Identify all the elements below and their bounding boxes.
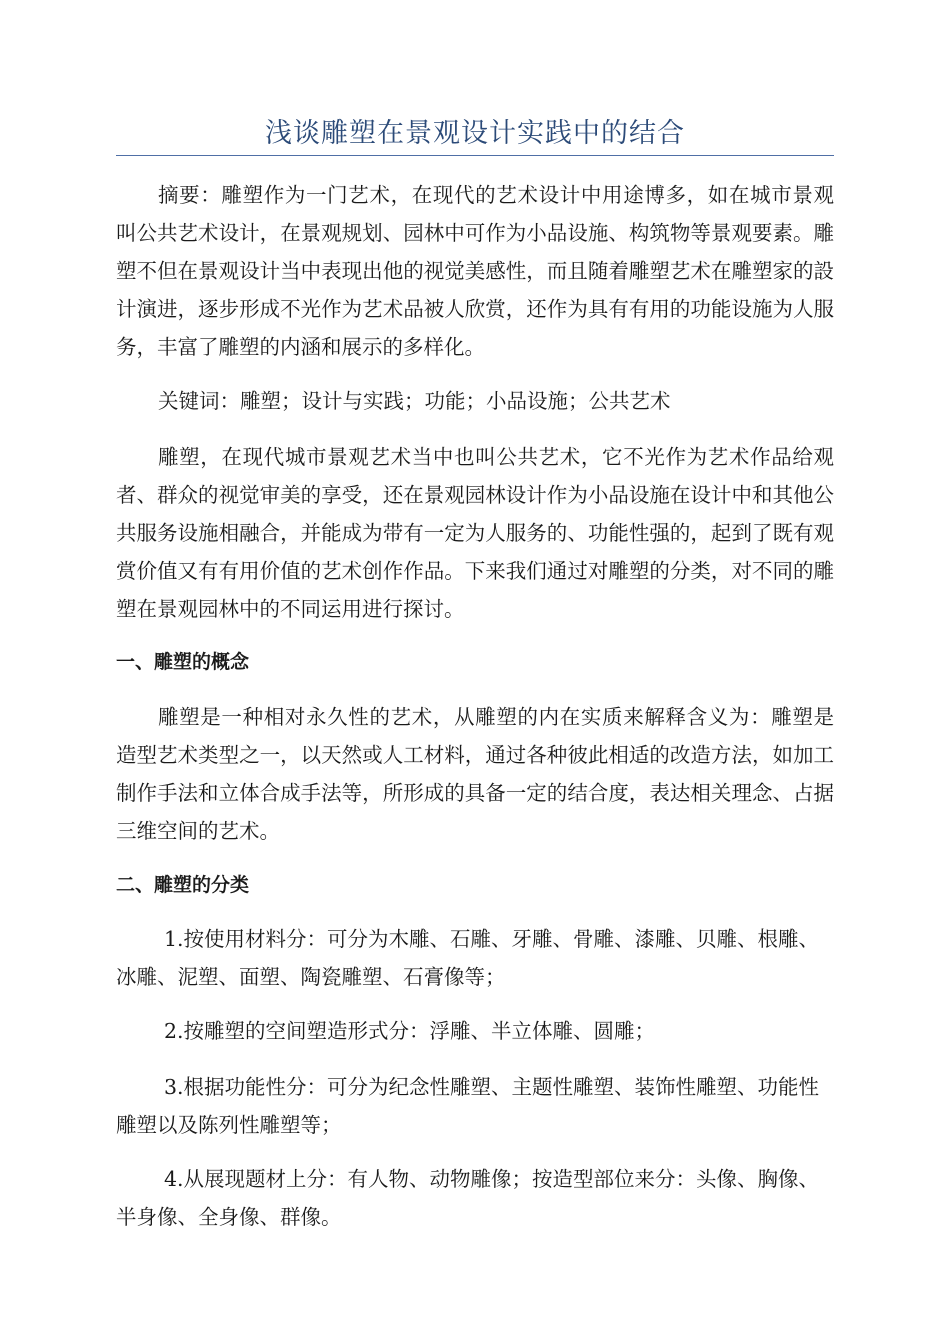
abstract-paragraph: 摘要：雕塑作为一门艺术，在现代的艺术设计中用途博多，如在城市景观叫公共艺术设计，在景观规划、园林中可作为小品设施、构筑物等景观要素。雕塑不但在景观设计当中表现出他的视觉美感性，而且随着雕塑艺术在雕塑家的設计演进，逐步形成不光作为艺术品被人欣赏，还作为具有有用的功能设施为人服务，丰富了雕塑的内涵和展示的多样化。 [116, 183, 834, 359]
classification-item: 2.按雕塑的空间塑造形式分：浮雕、半立体雕、圆雕； [164, 1019, 656, 1043]
classification-item: 4.从展现题材上分：有人物、动物雕像；按造型部位来分：头像、胸像、半身像、全身像、群像。 [116, 1167, 820, 1229]
section-heading-classification: 二、雕塑的分类 [116, 874, 250, 896]
concept-paragraph: 雕塑是一种相对永久性的艺术，从雕塑的内在实质来解释含义为：雕塑是造型艺术类型之一，以天然或人工材料，通过各种彼此相适的改造方法，如加工制作手法和立体合成手法等，所形成的具备一定的结合度，表达相关理念、占据三维空间的艺术。 [116, 705, 834, 843]
document-title: 浅谈雕塑在景观设计实践中的结合 [265, 118, 685, 149]
intro-paragraph: 雕塑，在现代城市景观艺术当中也叫公共艺术，它不光作为艺术作品给观者、群众的视觉审美的享受，还在景观园林设计作为小品设施在设计中和其他公共服务设施相融合，并能成为带有一定为人服务的、功能性强的，起到了既有观赏价值又有有用价值的艺术创作作品。下来我们通过对雕塑的分类，对不同的雕塑在景观园林中的不同运用进行探讨。 [116, 445, 834, 621]
classification-item: 3.根据功能性分：可分为纪念性雕塑、主题性雕塑、装饰性雕塑、功能性雕塑以及陈列性雕塑等； [116, 1075, 820, 1137]
title-divider [116, 155, 834, 156]
section-heading-concept: 一、雕塑的概念 [116, 651, 250, 673]
keywords-line: 关键词：雕塑；设计与实践；功能；小品设施；公共艺术 [158, 389, 671, 413]
classification-item: 1.按使用材料分：可分为木雕、石雕、牙雕、骨雕、漆雕、贝雕、根雕、冰雕、泥塑、面塑、陶瓷雕塑、石膏像等； [116, 927, 820, 989]
